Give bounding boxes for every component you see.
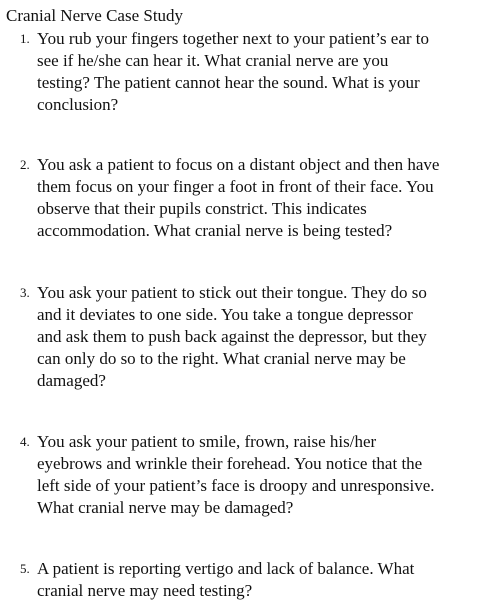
question-5	[20, 558, 486, 602]
question-line: You ask your patient to stick out their tongue. They do so	[37, 283, 427, 302]
question-line: You ask a patient to focus on a distant object and then have	[37, 155, 440, 174]
question-number: 3.	[20, 285, 30, 300]
question-line: What cranial nerve may be damaged?	[37, 498, 294, 517]
question-1	[20, 28, 486, 116]
question-number: 2.	[20, 157, 30, 172]
question-2	[20, 154, 486, 242]
question-number: 4.	[20, 434, 30, 449]
question-line: cranial nerve may need testing?	[37, 581, 253, 600]
question-line: damaged?	[37, 371, 106, 390]
question-line: can only do so to the right. What cranial nerve may be	[37, 349, 406, 368]
question-text	[37, 558, 486, 602]
question-text	[37, 431, 486, 519]
question-line: see if he/she can hear it. What cranial nerve are you	[37, 51, 389, 70]
question-text	[37, 282, 486, 392]
question-3	[20, 282, 486, 392]
question-line: them focus on your finger a foot in front of their face. You	[37, 177, 434, 196]
document-title: Cranial Nerve Case Study	[6, 6, 184, 25]
question-line: eyebrows and wrinkle their forehead. You notice that the	[37, 454, 423, 473]
question-4	[20, 431, 486, 519]
question-line: and ask them to push back against the depressor, but they	[37, 327, 427, 346]
question-line: You ask your patient to smile, frown, raise his/her	[37, 432, 377, 451]
question-text	[37, 154, 486, 242]
question-text	[37, 28, 486, 116]
question-number: 5.	[20, 561, 30, 576]
question-line: testing? The patient cannot hear the sound. What is your	[37, 73, 420, 92]
question-line: You rub your fingers together next to your patient’s ear to	[37, 29, 430, 48]
question-line: conclusion?	[37, 95, 119, 114]
question-number: 1.	[20, 31, 30, 46]
question-line: observe that their pupils constrict. This indicates	[37, 199, 367, 218]
question-line: A patient is reporting vertigo and lack of balance. What	[37, 559, 415, 578]
question-line: left side of your patient’s face is droopy and unresponsive.	[37, 476, 435, 495]
question-line: accommodation. What cranial nerve is being tested?	[37, 221, 393, 240]
question-line: and it deviates to one side. You take a tongue depressor	[37, 305, 413, 324]
